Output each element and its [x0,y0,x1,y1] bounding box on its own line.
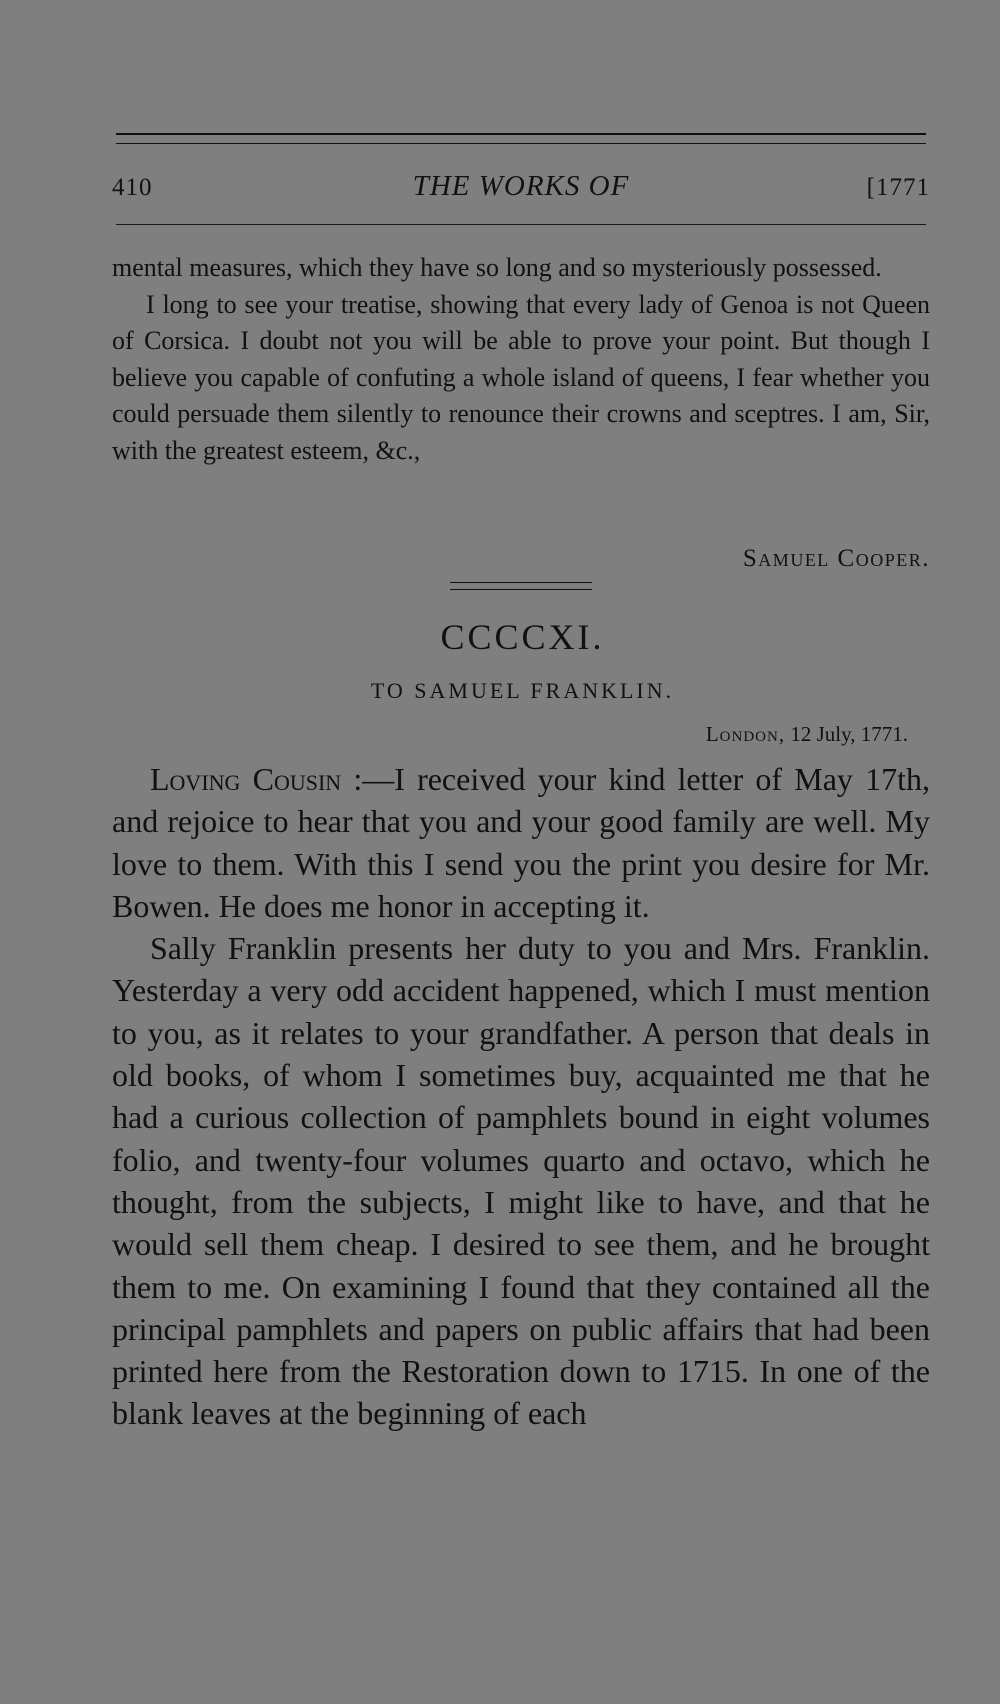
dateline-date: 12 July, 1771. [785,722,908,746]
header-rule-second [116,143,926,144]
running-header [112,170,930,210]
paragraph: I long to see your treatise, showing that every lady of Genoa is not Queen of Corsica. I doubt not you will be able to prove your point. But though I believe you capable of confuting a whole island of queens, I fear whether you could persuade them silently to renounce their crowns and sceptres. I am, Sir, with the greatest esteem, &c., [112,289,930,465]
letter-body [112,758,930,1435]
page-number: 410 [112,174,153,201]
header-year: [1771 [866,174,930,201]
header-rule-bottom [116,224,926,225]
paragraph: Sally Franklin presents her duty to you and Mrs. Franklin. Yesterday a very odd accident happened, which I must mention to you, as it relates to your grandfather. A person that deals in old books, of whom I sometimes buy, acquainted me that he had a curious collection of pamphlets bound in eight volumes folio, and twenty-four volumes quarto and octavo, which he thought, from the subjects, I might like to have, and that he would sell them cheap. I desired to see them, and he brought them to me. On examining I found that they contained all the principal pamphlets and papers on public affairs that had been printed here from the Restoration down to 1715. In one of the blank leaves at the beginning of each [112,930,930,1432]
letter-number: CCCCXI. [440,617,605,657]
previous-letter-ending [112,250,930,469]
section-divider-line [450,589,592,590]
paragraph: mental measures, which they have so long and so mysteriously possessed. [112,253,882,282]
dateline-place: London, [705,722,786,746]
salutation: Loving Cousin [150,761,342,797]
letter-dateline [706,722,908,747]
section-divider-line [450,582,592,583]
letter-addressee: TO SAMUEL FRANKLIN. [370,678,675,703]
running-title: THE WORKS OF [412,170,630,202]
paragraph [112,758,930,927]
header-rule-top [116,133,926,135]
signature: Samuel Cooper. [742,545,930,572]
paragraph-text: :—I received your kind letter of May 17th, and rejoice to hear that you and your good family are well. My love to them. With this I send you the print you desire for Mr. Bowen. He does me honor in accepting it. [112,761,930,924]
